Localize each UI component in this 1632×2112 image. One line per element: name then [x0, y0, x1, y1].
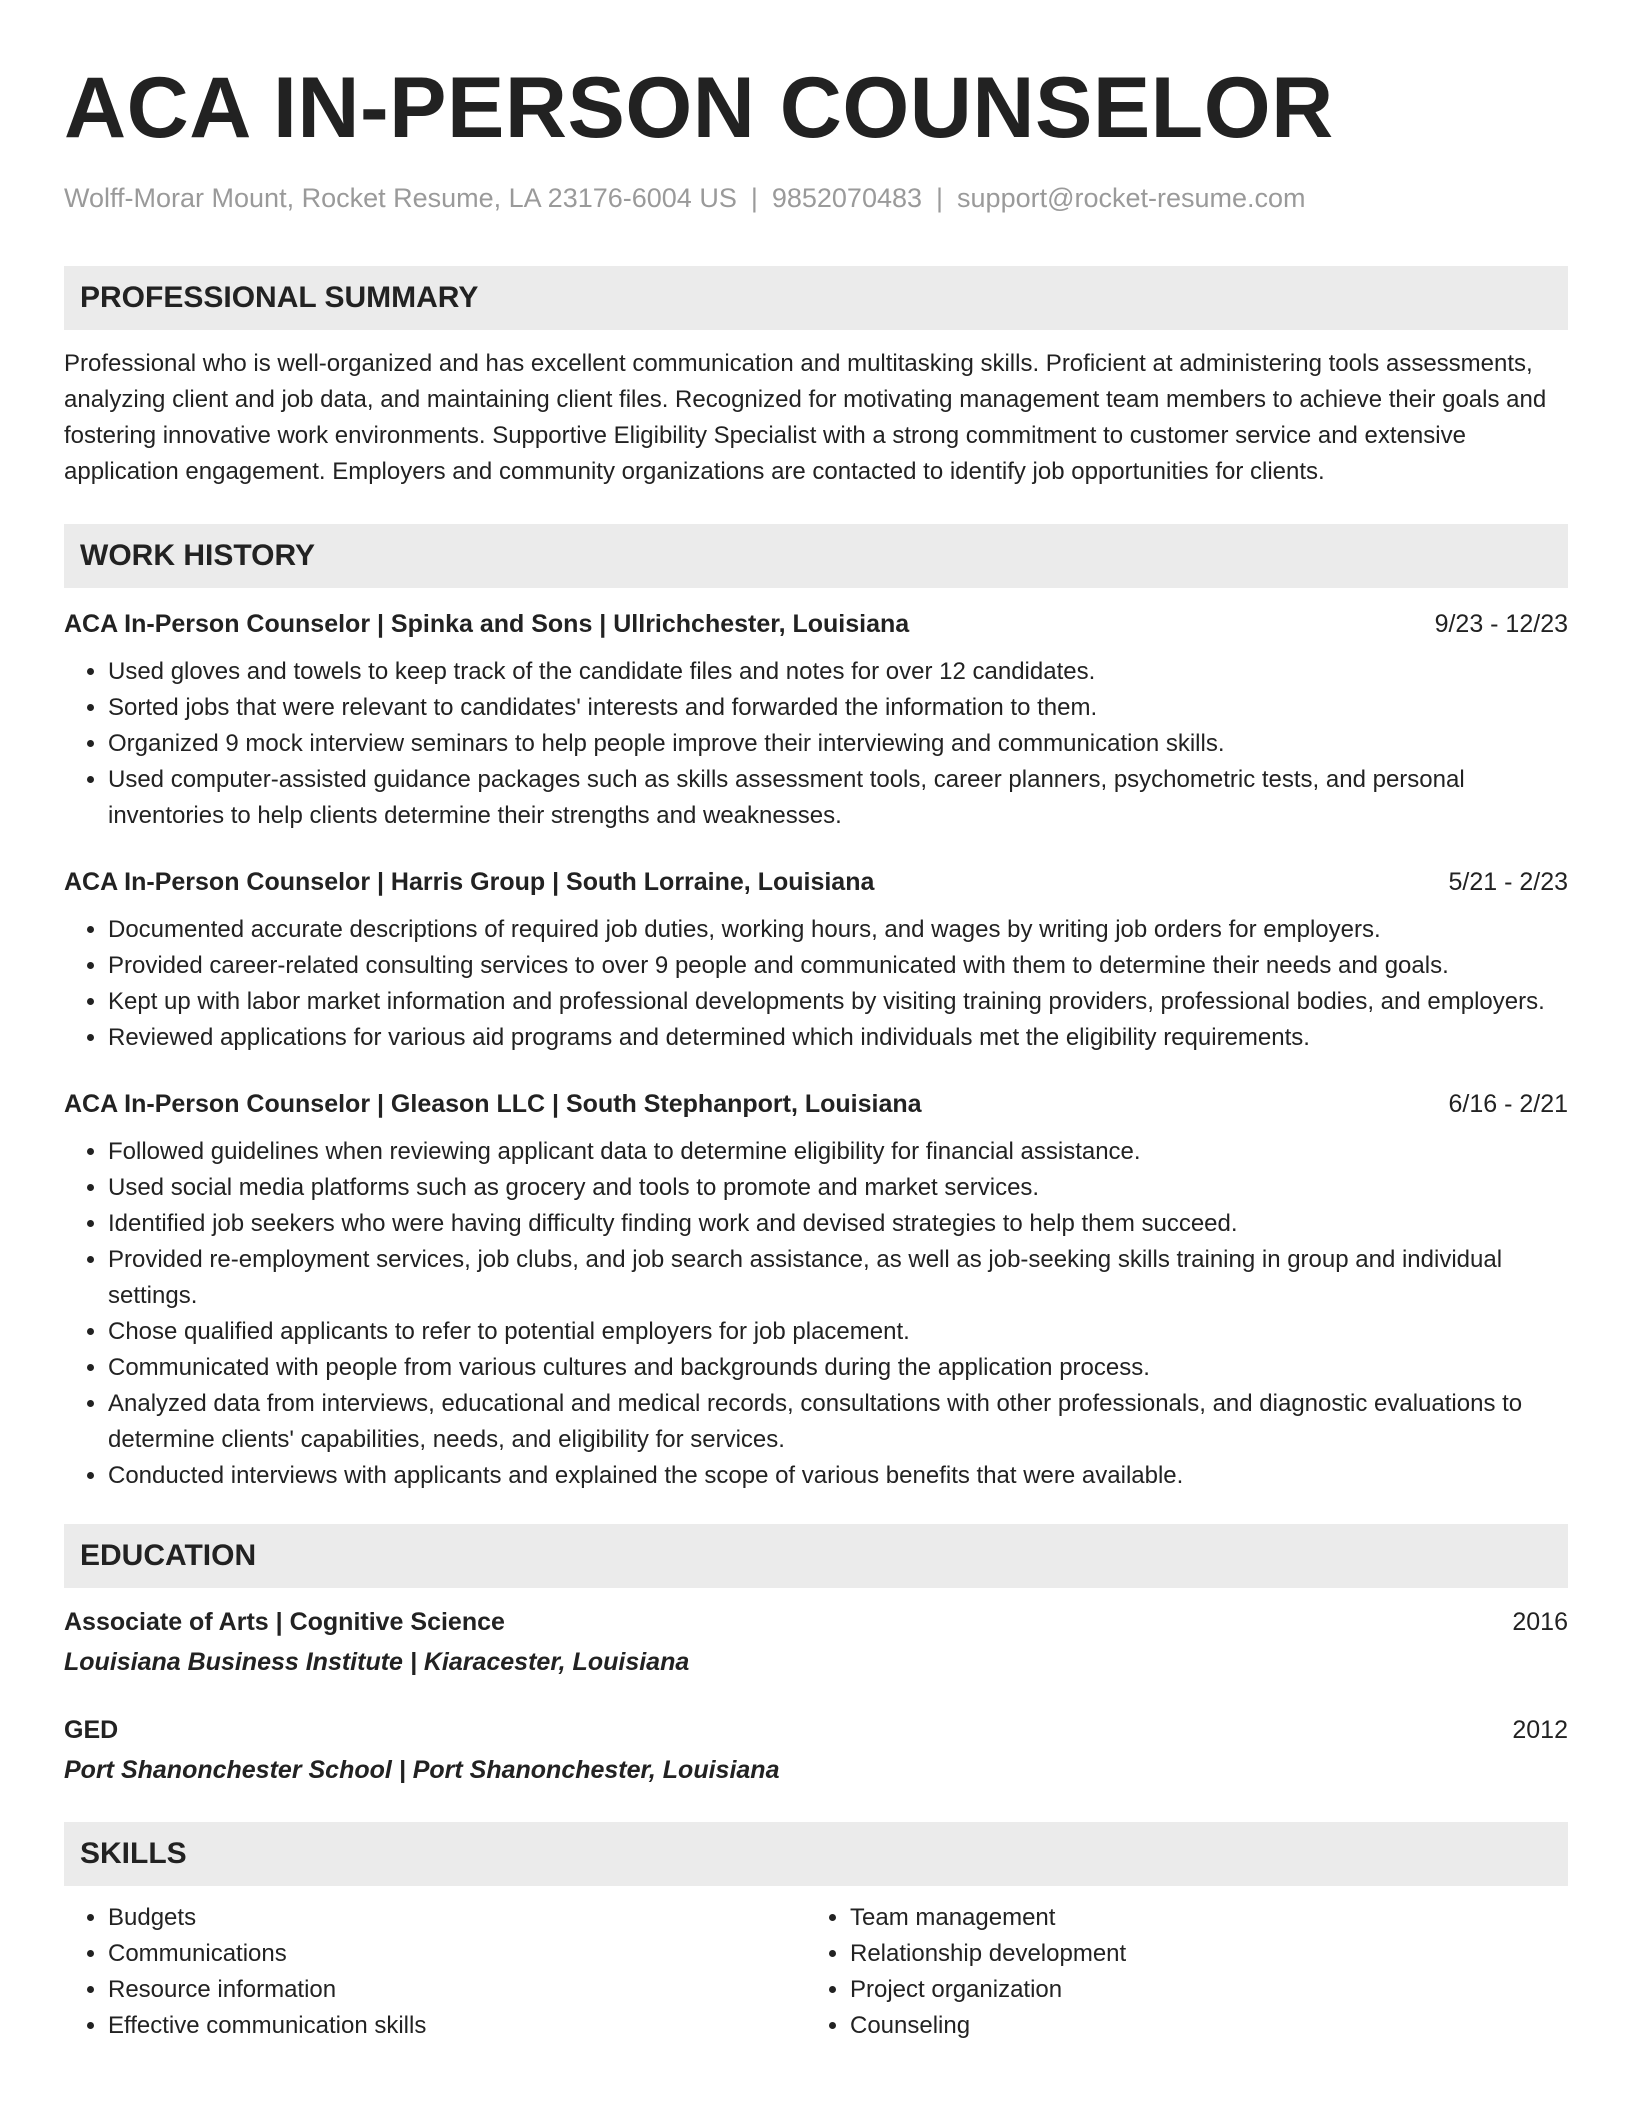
job-bullet: • Chose qualified applicants to refer to potential employers for job placement.: [108, 1314, 1568, 1350]
contact-email: support@rocket-resume.com: [957, 183, 1306, 213]
skill-item: • Team management: [850, 1900, 1548, 1936]
education-year: 2016: [1512, 1608, 1568, 1636]
education-header: [64, 1712, 1568, 1748]
job-bullet: • Identified job seekers who were having difficulty finding work and devised strategies to help them succeed.: [108, 1206, 1568, 1242]
job-bullet: • Analyzed data from interviews, educational and medical records, consultations with other professionals, and diagnostic evaluations to determine clients' capabilities, needs, and eligibility for services.: [108, 1386, 1568, 1458]
candidate-name: ACA IN-PERSON COUNSELOR: [64, 60, 1334, 156]
education-school: Port Shanonchester School | Port Shanonchester, Louisiana: [64, 1756, 780, 1784]
job-bullet: • Documented accurate descriptions of required job duties, working hours, and wages by writing job orders for employers.: [108, 912, 1568, 948]
job-bullet: • Reviewed applications for various aid programs and determined which individuals met the eligibility requirements.: [108, 1020, 1568, 1056]
education-school: Louisiana Business Institute | Kiaracester, Louisiana: [64, 1648, 690, 1676]
job-bullet: • Followed guidelines when reviewing applicant data to determine eligibility for financial assistance.: [108, 1134, 1568, 1170]
job-header: [64, 864, 1568, 900]
job-entry: [64, 864, 1568, 1056]
job-header: [64, 1086, 1568, 1122]
job-header: [64, 606, 1568, 642]
job-bullet: • Communicated with people from various cultures and backgrounds during the application process.: [108, 1350, 1568, 1386]
job-bullets: [64, 912, 1568, 1056]
education-section-header: EDUCATION: [64, 1524, 1568, 1588]
skill-item: • Project organization: [850, 1972, 1548, 2008]
skills-column-right: [806, 1900, 1548, 2044]
summary-text: Professional who is well-organized and has excellent communication and multitasking skills. Proficient at administering tools assessments, analyzing client and job data, and maintaining client files. Recognized for motivating management team members to achieve their goals and fostering innovative work environments. Supportive Eligibility Specialist with a strong commitment to customer service and extensive application engagement. Employers and community organizations are contacted to identify job opportunities for clients.: [64, 350, 1547, 485]
education-degree: Associate of Arts | Cognitive Science: [64, 1608, 505, 1636]
job-bullets: [64, 654, 1568, 834]
contact-line: [64, 180, 1568, 216]
education-entry: [64, 1712, 1568, 1788]
job-dates: 9/23 - 12/23: [1434, 610, 1568, 638]
job-bullet: • Provided career-related consulting services to over 9 people and communicated with them to determine their needs and goals.: [108, 948, 1568, 984]
skill-item: • Effective communication skills: [108, 2008, 806, 2044]
job-bullet: • Provided re-employment services, job clubs, and job search assistance, as well as job-seeking skills training in group and individual settings.: [108, 1242, 1568, 1314]
job-entry: [64, 1086, 1568, 1494]
job-bullet: • Used computer-assisted guidance packages such as skills assessment tools, career planners, psychometric tests, and personal inventories to help clients determine their strengths and weaknesses.: [108, 762, 1568, 834]
contact-separator: |: [936, 183, 944, 213]
skill-item: • Relationship development: [850, 1936, 1548, 1972]
education-year: 2012: [1512, 1716, 1568, 1744]
education-entry: [64, 1604, 1568, 1680]
summary-section-header: PROFESSIONAL SUMMARY: [64, 266, 1568, 330]
skill-item: • Communications: [108, 1936, 806, 1972]
education-header: [64, 1604, 1568, 1640]
skills-column-left: [64, 1900, 806, 2044]
contact-separator: |: [750, 183, 758, 213]
job-title: ACA In-Person Counselor | Gleason LLC | South Stephanport, Louisiana: [64, 1090, 922, 1118]
resume-page: [64, 0, 1568, 2044]
job-title: ACA In-Person Counselor | Harris Group | South Lorraine, Louisiana: [64, 868, 875, 896]
contact-address: Wolff-Morar Mount, Rocket Resume, LA 23176-6004 US: [64, 183, 737, 213]
job-dates: 5/21 - 2/23: [1448, 868, 1568, 896]
job-bullet: • Kept up with labor market information and professional developments by visiting training providers, professional bodies, and employers.: [108, 984, 1568, 1020]
job-title: ACA In-Person Counselor | Spinka and Sons | Ullrichchester, Louisiana: [64, 610, 910, 638]
job-bullet: • Organized 9 mock interview seminars to help people improve their interviewing and communication skills.: [108, 726, 1568, 762]
job-bullets: [64, 1134, 1568, 1494]
contact-phone: 9852070483: [771, 183, 923, 213]
job-entry: [64, 606, 1568, 834]
education-degree: GED: [64, 1716, 119, 1744]
work-history-section-header: WORK HISTORY: [64, 524, 1568, 588]
skills-list: [64, 1900, 1568, 2044]
job-bullet: • Conducted interviews with applicants and explained the scope of various benefits that were available.: [108, 1458, 1568, 1494]
skill-item: • Resource information: [108, 1972, 806, 2008]
job-bullet: • Sorted jobs that were relevant to candidates' interests and forwarded the information to them.: [108, 690, 1568, 726]
job-dates: 6/16 - 2/21: [1448, 1090, 1568, 1118]
skills-section-header: SKILLS: [64, 1822, 1568, 1886]
job-bullet: • Used social media platforms such as grocery and tools to promote and market services.: [108, 1170, 1568, 1206]
job-bullet: • Used gloves and towels to keep track of the candidate files and notes for over 12 candidates.: [108, 654, 1568, 690]
skill-item: • Counseling: [850, 2008, 1548, 2044]
skill-item: • Budgets: [108, 1900, 806, 1936]
